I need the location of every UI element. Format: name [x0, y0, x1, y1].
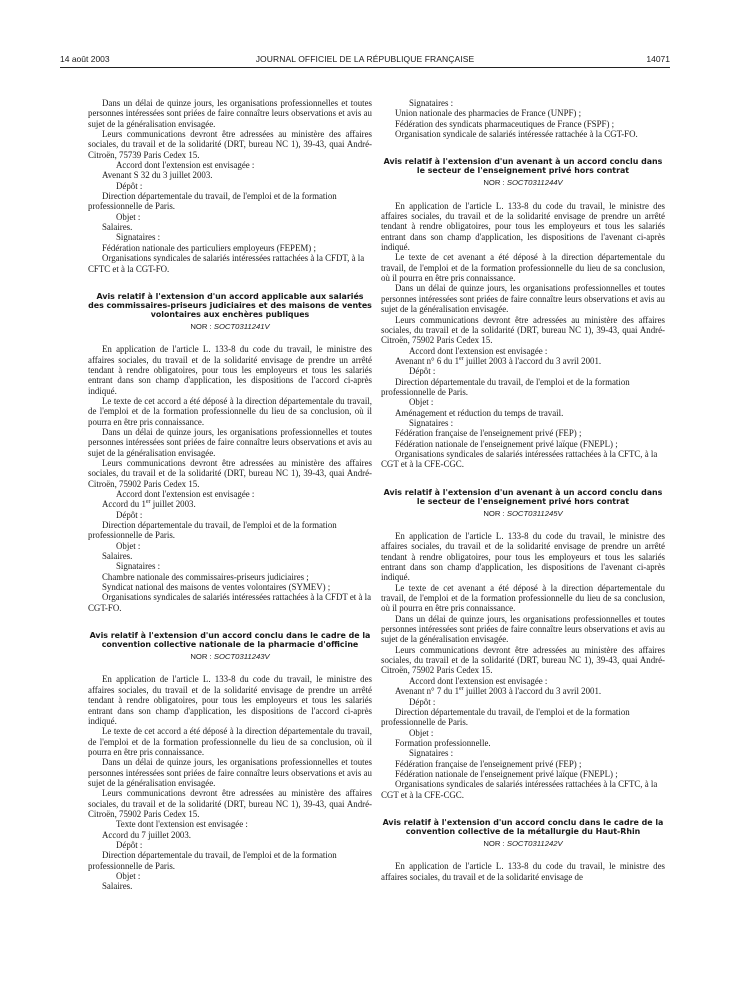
- paragraph: Avenant n° 6 du 1er juillet 2003 à l'accord du 3 avril 2001.: [395, 355, 602, 366]
- field-label: Accord dont l'extension est envisagée :: [116, 160, 255, 171]
- notice-body: [381, 531, 665, 800]
- field-label: Signataires :: [409, 98, 454, 108]
- nor-reference: [88, 322, 372, 332]
- paragraph: Fédération nationale de l'enseignement privé laïque (FNEPL) ;: [395, 768, 618, 779]
- paragraph: Aménagement et réduction du temps de travail.: [395, 407, 564, 418]
- notice-pharmacie-officine: [88, 631, 372, 892]
- paragraph: Fédération des syndicats pharmaceutiques de France (FSPF) ;: [395, 118, 615, 129]
- paragraph: Fédération française de l'enseignement privé (FEP) ;: [395, 758, 582, 769]
- right-column: [381, 98, 665, 882]
- field-label: Dépôt :: [409, 366, 436, 377]
- paragraph: Le texte de cet avenant a été déposé à la direction départementale du travail, de l'emploi et de la formation professionnelle du lieu de sa conclusion, où il pourra en être pris connaissance.: [381, 252, 665, 284]
- nor-label: NOR :: [190, 652, 212, 662]
- paragraph: En application de l'article L. 133-8 du code du travail, le ministre des affaires sociales, du travail et de la solidarité envisage de prendre un arrêté tendant à rendre obligatoires, pour tous les employeurs et tous les salariés entrant dans son champ d'application, les dispositions de l'accord ci-après indiqué.: [88, 344, 372, 396]
- paragraph: En application de l'article L. 133-8 du code du travail, le ministre des affaires sociales, du travail et de la solidarité envisage de prendre un arrêté tendant à rendre obligatoires, pour tous les employeurs et tous les salariés entrant dans son champ d'application, les dispositions de l'avenant ci-après indiqué.: [381, 531, 665, 583]
- paragraph: Le texte de cet accord a été déposé à la direction départementale du travail, de l'emploi et de la formation professionnelle du lieu de sa conclusion, où il pourra en être pris connaissance.: [88, 726, 372, 757]
- field-label: Dépôt :: [409, 696, 436, 707]
- nor-code: SOCT0311243V: [213, 652, 270, 662]
- paragraph: Direction départementale du travail, de l'emploi et de la formation professionnelle de Paris.: [88, 191, 337, 212]
- field-label: Objet :: [409, 397, 434, 408]
- header-date: 14 août 2003: [60, 54, 110, 64]
- nor-label: NOR :: [483, 178, 505, 188]
- paragraph: Direction départementale du travail, de l'emploi et de la formation professionnelle de Paris.: [381, 706, 630, 728]
- paragraph: Accord du 1er juillet 2003.: [102, 499, 196, 510]
- paragraph: Formation professionnelle.: [395, 737, 491, 748]
- notice-title: Avis relatif à l'extension d'un accord conclu dans le cadre de la convention collective nationale de la pharmacie d'officine: [89, 631, 371, 650]
- header-page-number: 14071: [646, 54, 670, 64]
- notice-commissaires-priseurs: [88, 292, 372, 613]
- notice-body: [88, 344, 372, 613]
- nor-reference: [381, 509, 665, 519]
- notice-title: Avis relatif à l'extension d'un avenant à un accord conclu dans le secteur de l'enseignement privé hors contrat: [383, 157, 663, 176]
- paragraph: Salaires.: [102, 222, 133, 233]
- nor-label: NOR :: [483, 508, 505, 518]
- nor-reference: [88, 652, 372, 662]
- paragraph: En application de l'article L. 133-8 du code du travail, le ministre des affaires sociales, du travail et de la solidarité envisage de prendre un arrêté tendant à rendre obligatoires, pour tous les employeurs et tous les salariés entrant dans son champ d'application, les dispositions de l'avenant ci-après indiqué.: [381, 200, 665, 253]
- paragraph: Leurs communications devront être adressées au ministère des affaires sociales, du travail et de la solidarité (DRT, bureau NC 1), 39-43, quai André-Citroën, 75739 Paris Cedex 15.: [88, 129, 372, 160]
- notice-body: [381, 861, 665, 882]
- notice-body: [381, 201, 665, 470]
- header-rule: [60, 67, 670, 68]
- field-label: Accord dont l'extension est envisagée :: [409, 675, 548, 686]
- paragraph: Organisations syndicales de salariés intéressées rattachées à la CFDT, à la CFTC et à la CGT-FO.: [88, 253, 365, 274]
- paragraph: Dans un délai de quinze jours, les organisations professionnelles et toutes personnes intéressées sont priées de faire connaître leurs observations et avis au sujet de la généralisation envisagée.: [88, 426, 372, 458]
- paragraph: Direction départementale du travail, de l'emploi et de la formation professionnelle de Paris.: [381, 376, 630, 397]
- field-label: Objet :: [116, 540, 141, 551]
- notice-title: Avis relatif à l'extension d'un avenant à un accord conclu dans le secteur de l'enseignement privé hors contrat: [383, 487, 663, 506]
- field-label: Objet :: [116, 211, 141, 222]
- header-journal-title: JOURNAL OFFICIEL DE LA RÉPUBLIQUE FRANÇAISE: [255, 54, 475, 64]
- paragraph: Leurs communications devront être adressées au ministère des affaires sociales, du travail et de la solidarité (DRT, bureau NC 1), 39-43, quai André-Citroën, 75902 Paris Cedex 15.: [88, 457, 372, 489]
- field-label: Objet :: [116, 871, 141, 881]
- nor-code: SOCT0311245V: [506, 508, 563, 518]
- nor-reference: [381, 839, 665, 849]
- paragraph: Avenant S 32 du 3 juillet 2003.: [102, 170, 213, 181]
- field-label: Dépôt :: [116, 839, 143, 850]
- notice-enseignement-prive-avenant-7: [381, 488, 665, 800]
- paragraph: Organisations syndicales de salariés intéressées rattachées à la CFTC, à la CGT et à la CFE-CGC.: [381, 779, 658, 800]
- field-label: Dépôt :: [116, 180, 143, 191]
- paragraph: Dans un délai de quinze jours, les organisations professionnelles et toutes personnes intéressées sont priées de faire connaître leurs observations et avis au sujet de la généralisation envisagée.: [381, 283, 665, 315]
- nor-reference: [381, 178, 665, 188]
- left-column: [88, 98, 372, 892]
- field-label: Signataires :: [116, 232, 161, 243]
- notice-enseignement-prive-avenant-6: [381, 157, 665, 469]
- field-label: Dépôt :: [116, 509, 143, 520]
- paragraph: Direction départementale du travail, de l'emploi et de la formation professionnelle de Paris.: [88, 520, 337, 541]
- paragraph: Leurs communications devront être adressées au ministère des affaires sociales, du travail et de la solidarité (DRT, bureau NC 1), 39-43, quai André-Citroën, 75902 Paris Cedex 15.: [88, 788, 372, 819]
- paragraph: Accord du 7 juillet 2003.: [102, 829, 191, 840]
- paragraph: Organisation syndicale de salariés intéressée rattachée à la CGT-FO.: [395, 129, 638, 140]
- notice-title: Avis relatif à l'extension d'un accord conclu dans le cadre de la convention collective de la métallurgie du Haut-Rhin: [382, 817, 664, 836]
- paragraph: Syndicat national des maisons de ventes volontaires (SYMEV) ;: [102, 582, 331, 593]
- paragraph: En application de l'article L. 133-8 du code du travail, le ministre des affaires sociales, du travail et de la solidarité envisage de: [381, 861, 665, 882]
- nor-label: NOR :: [483, 838, 505, 848]
- notice-body: [88, 674, 372, 891]
- paragraph: Direction départementale du travail, de l'emploi et de la formation professionnelle de Paris.: [88, 850, 337, 871]
- paragraph: Dans un délai de quinze jours, les organisations professionnelles et toutes personnes intéressées sont priées de faire connaître leurs observations et avis au sujet de la généralisation envisagée.: [88, 757, 372, 788]
- paragraph: Salaires.: [102, 551, 133, 562]
- nor-code: SOCT0311242V: [506, 838, 563, 848]
- paragraph: En application de l'article L. 133-8 du code du travail, le ministre des affaires sociales, du travail et de la solidarité envisage de prendre un arrêté tendant à rendre obligatoires, pour tous les employeurs et tous les salariés entrant dans son champ d'application, les dispositions de l'accord ci-après indiqué.: [88, 674, 372, 726]
- field-label: Accord dont l'extension est envisagée :: [116, 489, 255, 499]
- paragraph: Le texte de cet accord a été déposé à la direction départementale du travail, de l'emploi et de la formation professionnelle du lieu de sa conclusion, où il pourra en être pris connaissance.: [88, 395, 372, 427]
- paragraph: Organisations syndicales de salariés intéressées rattachées à la CFTC, à la CGT et à la CFE-CGC.: [381, 448, 658, 470]
- paragraph: Chambre nationale des commissaires-priseurs judiciaires ;: [102, 571, 309, 582]
- paragraph: Leurs communications devront être adressées au ministère des affaires sociales, du travail et de la solidarité (DRT, bureau NC 1), 39-43, quai André-Citroën, 75902 Paris Cedex 15.: [381, 644, 665, 676]
- paragraph: Leurs communications devront être adressées au ministère des affaires sociales, du travail et de la solidarité (DRT, bureau NC 1), 39-43, quai André-Citroën, 75902 Paris Cedex 15.: [381, 314, 665, 346]
- paragraph: Salaires.: [102, 881, 133, 892]
- field-label: Signataires :: [116, 561, 161, 572]
- field-label: Accord dont l'extension est envisagée :: [409, 345, 548, 356]
- paragraph: Fédération française de l'enseignement privé (FEP) ;: [395, 428, 582, 439]
- paragraph: Fédération nationale des particuliers employeurs (FEPEM) ;: [102, 242, 316, 253]
- nor-label: NOR :: [190, 321, 212, 331]
- notice-metallurgie-haut-rhin: [381, 818, 665, 882]
- field-label: Objet :: [409, 727, 434, 738]
- nor-code: SOCT0311244V: [506, 178, 563, 188]
- nor-code: SOCT0311241V: [213, 321, 270, 331]
- paragraph: Fédération nationale de l'enseignement privé laïque (FNEPL) ;: [395, 438, 618, 449]
- continued-notice: [88, 98, 372, 274]
- field-label: Texte dont l'extension est envisagée :: [116, 819, 248, 830]
- paragraph: Dans un délai de quinze jours, les organisations professionnelles et toutes personnes intéressées sont priées de faire connaître leurs observations et avis au sujet de la généralisation envisagée.: [88, 98, 372, 129]
- field-label: Signataires :: [409, 417, 454, 428]
- paragraph: Organisations syndicales de salariés intéressées rattachées à la CFDT et à la CGT-FO.: [88, 592, 372, 613]
- notice-title: Avis relatif à l'extension d'un accord applicable aux salariés des commissaires-priseurs judiciaires et des maisons de ventes volontaires aux enchères publiques: [88, 291, 372, 319]
- page-header: [60, 54, 670, 66]
- field-label: Signataires :: [409, 748, 454, 759]
- paragraph: Dans un délai de quinze jours, les organisations professionnelles et toutes personnes intéressées sont priées de faire connaître leurs observations et avis au sujet de la généralisation envisagée.: [381, 613, 665, 645]
- continued-signataires: [381, 98, 665, 139]
- paragraph: Le texte de cet avenant a été déposé à la direction départementale du travail, de l'emploi et de la formation professionnelle du lieu de sa conclusion, où il pourra en être pris connaissance.: [381, 582, 665, 614]
- paragraph: Avenant n° 7 du 1er juillet 2003 à l'accord du 3 avril 2001.: [395, 686, 602, 697]
- paragraph: Union nationale des pharmacies de France (UNPF) ;: [395, 108, 582, 119]
